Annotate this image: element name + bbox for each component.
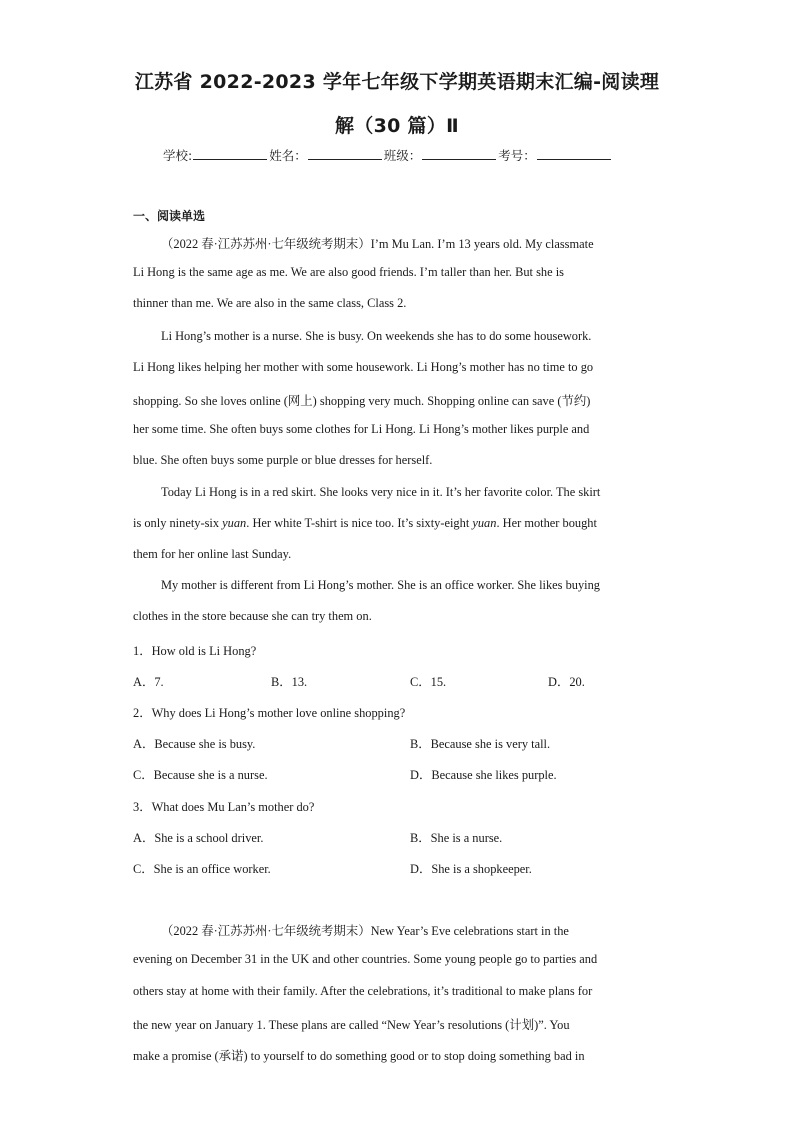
number-blank[interactable] xyxy=(537,147,611,160)
passage1-line: clothes in the store because she can try them on. xyxy=(133,609,372,623)
passage1-line xyxy=(133,516,597,531)
question-option[interactable]: D．Because she likes purple. xyxy=(410,768,557,782)
question-stem: 3．What does Mu Lan’s mother do? xyxy=(133,800,315,814)
document-title-line1: 江苏省 2022-2023 学年七年级下学期英语期末汇编-阅读理 xyxy=(134,71,660,93)
passage1-line: blue. She often buys some purple or blue dresses for herself. xyxy=(133,453,433,467)
text-run: is only ninety-six xyxy=(133,516,223,530)
italic-yuan: yuan xyxy=(222,516,247,530)
text-run: . Her white T-shirt is nice too. It’s sixty-eight xyxy=(246,516,473,530)
passage1-line: My mother is different from Li Hong’s mother. She is an office worker. She likes buying xyxy=(161,578,600,592)
class-label: 班级： xyxy=(383,148,422,163)
school-blank[interactable] xyxy=(193,147,267,160)
passage1-line: （2022 春·江苏苏州·七年级统考期末）I’m Mu Lan. I’m 13 years old. My classmate xyxy=(161,237,594,251)
question-option[interactable]: B．Because she is very tall. xyxy=(410,737,551,751)
question-option[interactable]: C．She is an office worker. xyxy=(133,862,271,876)
text-run: . Her mother bought xyxy=(496,516,597,530)
question-option[interactable]: C．Because she is a nurse. xyxy=(133,768,268,782)
question-option[interactable]: B．13. xyxy=(271,675,308,689)
question-option[interactable]: A．She is a school driver. xyxy=(133,831,264,845)
passage1-line: her some time. She often buys some clothes for Li Hong. Li Hong’s mother likes purple and xyxy=(133,422,590,436)
passage1-line: them for her online last Sunday. xyxy=(133,547,292,561)
name-label: 姓名： xyxy=(269,148,307,163)
section-heading: 一、阅读单选 xyxy=(133,209,206,223)
passage2-line: （2022 春·江苏苏州·七年级统考期末）New Year’s Eve celebrations start in the xyxy=(161,924,569,938)
passage2-line: the new year on January 1. These plans are called “New Year’s resolutions (计划)”. You xyxy=(133,1018,570,1032)
passage1-line: Li Hong is the same age as me. We are also good friends. I’m taller than her. But she is xyxy=(133,265,564,279)
passage2-line: others stay at home with their family. After the celebrations, it’s traditional to make plans for xyxy=(133,984,593,998)
document-title-line2: 解（30 篇）Ⅱ xyxy=(335,115,459,137)
passage2-line: make a promise (承诺) to yourself to do something good or to stop doing something bad in xyxy=(133,1049,585,1063)
name-blank[interactable] xyxy=(308,147,382,160)
number-label: 考号： xyxy=(498,148,536,163)
question-stem: 2．Why does Li Hong’s mother love online shopping? xyxy=(133,706,406,720)
passage2-line: evening on December 31 in the UK and other countries. Some young people go to parties and xyxy=(133,952,598,966)
question-option[interactable]: D．20. xyxy=(548,675,585,689)
passage1-line: Li Hong’s mother is a nurse. She is busy. On weekends she has to do some housework. xyxy=(161,329,592,343)
question-option[interactable]: A．7. xyxy=(133,675,164,689)
passage1-line: thinner than me. We are also in the same class, Class 2. xyxy=(133,296,407,310)
question-option[interactable]: B．She is a nurse. xyxy=(410,831,503,845)
question-stem: 1．How old is Li Hong? xyxy=(133,644,257,658)
passage1-line: Today Li Hong is in a red skirt. She looks very nice in it. It’s her favorite color. The skirt xyxy=(161,485,601,499)
question-option[interactable]: D．She is a shopkeeper. xyxy=(410,862,532,876)
question-option[interactable]: A．Because she is busy. xyxy=(133,737,256,751)
school-label: 学校: xyxy=(163,148,193,163)
question-option[interactable]: C．15. xyxy=(410,675,447,689)
passage1-line: shopping. So she loves online (网上) shopping very much. Shopping online can save (节约) xyxy=(133,394,591,408)
class-blank[interactable] xyxy=(422,147,496,160)
student-info-row xyxy=(163,146,613,164)
passage1-line: Li Hong likes helping her mother with some housework. Li Hong’s mother has no time to go xyxy=(133,360,594,374)
italic-yuan: yuan xyxy=(472,516,497,530)
